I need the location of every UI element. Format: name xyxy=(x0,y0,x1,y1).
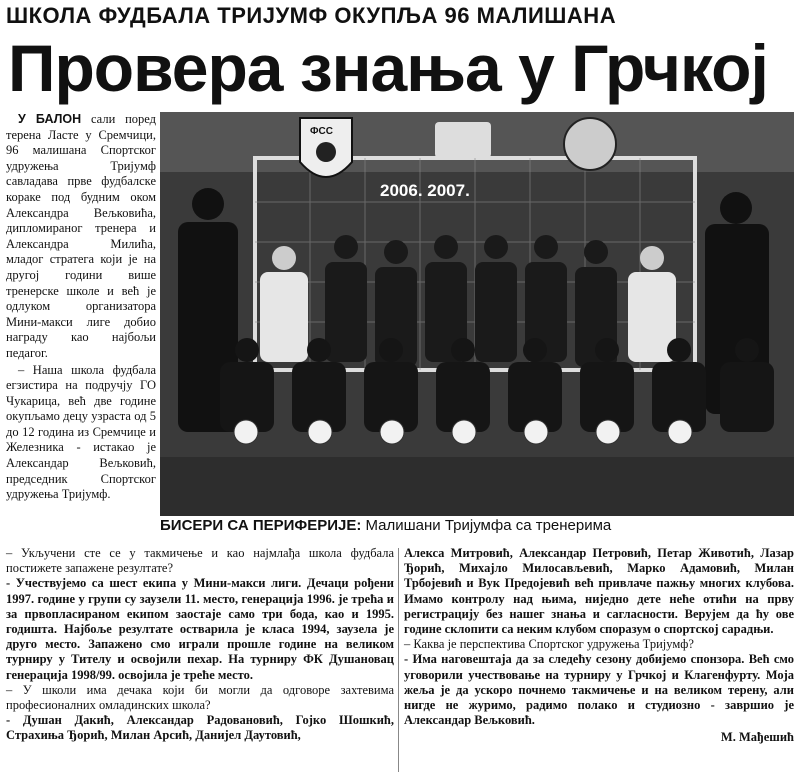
answer-2-continued: Алекса Митровић, Александар Петровић, Петар Животић, Лазар Ђорић, Михајло Милосављевић, Марко Адамовић, Милан Трбојевић и Вук Предојевић већ привлаче пажњу многих клубова. Имамо контролу над њима, ниједно дете неће отићи на прву регистрацију без нашег знања и сагласности. Верујем да ћу ове године склопити са неким клубом споразум о спортској сарадњи. xyxy=(404,546,794,637)
photo-caption xyxy=(160,516,794,536)
kicker-headline: ШКОЛА ФУДБАЛА ТРИЈУМФ ОКУПЉА 96 МАЛИШАНА xyxy=(6,3,617,28)
team-photo-graphic xyxy=(160,112,794,516)
question-3: – Каква је перспектива Спортског удружења Тријумф? xyxy=(404,637,694,652)
answer-2: - Душан Дакић, Александар Радовановић, Гојко Шошкић, Страхиња Ђорић, Милан Арсић, Данијел Даутовић, xyxy=(6,713,394,743)
interview-column-1 xyxy=(6,546,394,744)
intro-paragraph-1 xyxy=(6,112,156,362)
intro-paragraph-2: – Наша школа фудбала егзистира на подручју ГО Чукарица, већ две године окупљамо децу узраста од 5 до 12 година из Сремчице и Железника - истакао је Александар Вељковић, председник Спортског удружења Тријумф. xyxy=(6,362,156,502)
answer-1: - Учествујемо са шест екипа у Мини-макси лиги. Дечаци рођени 1997. године у групи су заузели 11. место, генерација 1996. је трећа и за првопласираном екипом заостаје само три бода, као и 1995. годишта. Најбоље резултате остварила је класа 1994, заузела је друго место. Запажено смо играли прошле године на великом турниру у Тителу и освојили пехар. На турниру ФК Душановац генерација 1998/99. освојила је треће место. xyxy=(6,576,394,682)
caption-tag: БИСЕРИ СА ПЕРИФЕРИЈЕ: xyxy=(160,517,362,534)
question-2: – У школи има дечака који би могли да одговоре захтевима професионалних омладинских школа? xyxy=(6,682,394,713)
crest-label: ФСС xyxy=(310,126,333,137)
logo-icon xyxy=(435,122,491,158)
caption-text: Малишани Тријумфа са тренерима xyxy=(365,517,612,534)
page-title: Провера знања у Грчкој xyxy=(8,31,768,105)
team-photo xyxy=(160,112,794,516)
interview-column-2 xyxy=(404,546,794,746)
author-signature: М. Мађешић xyxy=(720,730,794,745)
column-divider xyxy=(398,548,399,772)
banner-years: 2006. 2007. xyxy=(380,181,470,200)
intro-column xyxy=(6,112,156,504)
intro-text-1: сали поред терена Ласте у Сремчици, 96 малишана Спортског удружења Тријумф савладава прве фудбалске кораке под будним оком Александра Вељковића, дипломираног тренера и Александра Милића, младог стратега који је на другој години више тренерске школе и већ је одлуком организатора Мини-макси лиге добио награду као најбољи педагог. xyxy=(6,112,156,360)
lead-word: У БАЛОН xyxy=(18,112,82,126)
answer-3: - Има наговештаја да за следећу сезону добијемо спонзора. Већ смо уговорили учествовање на турниру у Грчкој и Клагенфурту. Моја жеља је да ускоро почнемо такмичење и на великом терену, али нигде не журимо, радимо полако и студиозно - завршио је Александар Вељковић. xyxy=(404,652,794,728)
question-1: – Укључени сте се у такмичење и као најмлађа школа фудбала постижете запажене резултате? xyxy=(6,546,394,576)
logo-icon xyxy=(564,118,616,170)
